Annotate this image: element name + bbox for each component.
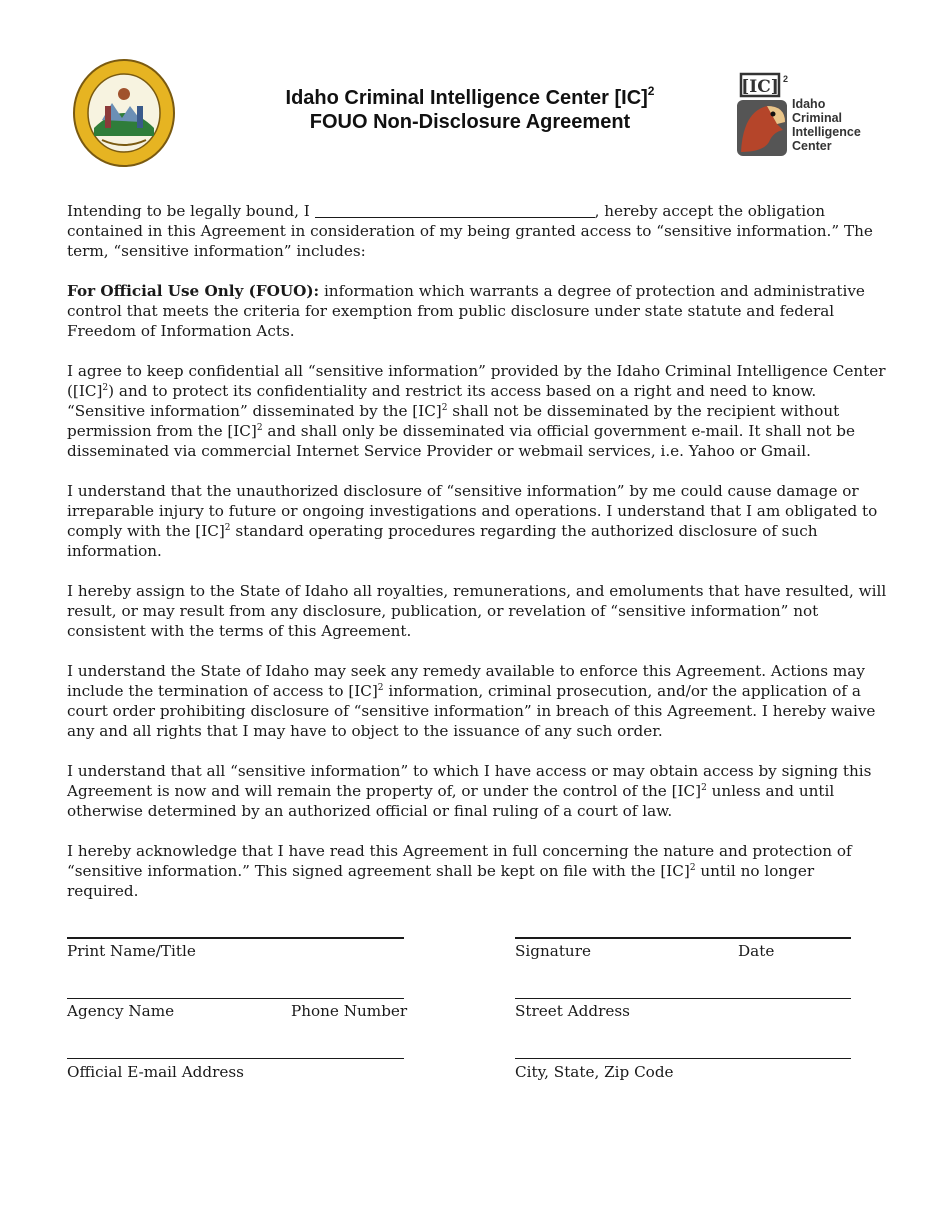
print-name-title-label: Print Name/Title [67, 942, 196, 960]
street-address-field[interactable] [515, 998, 851, 999]
paragraph-property: I understand that all “sensitive information” to which I have access or may obtain access by signing this Agreement is now and will remain the property of, or under the control of the [IC]$^2$ unless and until otherwise determined by an authorized official or final ruling of a court of law. [67, 762, 872, 820]
city-state-zip-label: City, State, Zip Code [515, 1063, 674, 1081]
fouo-term: For Official Use Only (FOUO): [67, 282, 320, 300]
paragraph-acknowledgement: I hereby acknowledge that I have read this Agreement in full concerning the nature and protection of “sensitive information.” This signed agreement shall be kept on file with the [IC]$^2$ until no longer required. [67, 842, 852, 900]
title-line-2: FOUO Non-Disclosure Agreement [309, 111, 631, 133]
official-email-field[interactable] [67, 1058, 404, 1059]
logo-word: Idaho [792, 97, 826, 111]
agreement-body [67, 201, 887, 921]
paragraph-intro: Intending to be legally bound, I , hereby accept the obligation contained in this Agreement in consideration of my being granted access to “sensitive information.” The term, “sensitive information” includes: [67, 202, 873, 260]
paragraph-unauthorized-disclosure: I understand that the unauthorized disclosure of “sensitive information” by me could cause damage or irreparable injury to future or ongoing investigations and operations. I understand that I am obligated to comply with the [IC]$^2$ standard operating procedures regarding the authorized disclosure of such information. [67, 482, 878, 560]
logo-bracket-text: [IC] [741, 77, 779, 97]
street-address-label: Street Address [515, 1002, 630, 1020]
official-email-label: Official E-mail Address [67, 1063, 244, 1081]
city-state-zip-field[interactable] [515, 1058, 851, 1059]
logo-word: Intelligence [792, 125, 861, 139]
logo-sup-text: 2 [783, 74, 789, 84]
print-name-title-field[interactable] [67, 937, 404, 939]
document-title [200, 86, 740, 134]
title-line-1: Idaho Criminal Intelligence Center [IC]$^2$ [285, 84, 655, 109]
ic2-logo-text [792, 97, 861, 153]
agency-name-label: Agency Name [67, 1002, 175, 1020]
phone-number-label: Phone Number [291, 1002, 408, 1020]
date-label: Date [738, 942, 775, 960]
paragraph-confidentiality: I agree to keep confidential all “sensitive information” provided by the Idaho Criminal Intelligence Center ([IC]$^2$) and to protect its confidentiality and restrict its access based on a right and need to know. “Sensitive information” disseminated by the [IC]$^2$ shall not be disseminated by the recipient without permission from the [IC]$^2$ and shall only be disseminated via official government e-mail. It shall not be disseminated via commercial Internet Service Provider or webmail services, i.e. Yahoo or Gmail. [67, 362, 886, 460]
paragraph-remedy: I understand the State of Idaho may seek any remedy available to enforce this Agreement. Actions may include the termination of access to [IC]$^2$ information, criminal prosecution, and/or the application of a court order prohibiting disclosure of “sensitive information” in breach of this Agreement. I hereby waive any and all rights that I may have to object to the issuance of any such order. [67, 662, 876, 740]
logo-word: Center [792, 139, 832, 153]
signature-label: Signature [515, 942, 591, 960]
paragraph-fouo-definition: For Official Use Only (FOUO): information which warrants a degree of protection and administrative control that meets the criteria for exemption from public disclosure under state statute and federal Freedom of Information Acts. [67, 282, 865, 340]
logo-word: Criminal [792, 111, 843, 125]
name-blank-field[interactable] [315, 203, 595, 218]
paragraph-royalties: I hereby assign to the State of Idaho all royalties, remunerations, and emoluments that have resulted, will result, or may result from any disclosure, publication, or revelation of “sensitive information” not consistent with the terms of this Agreement. [67, 582, 887, 640]
agency-phone-field[interactable] [67, 998, 404, 999]
signature-date-field[interactable] [515, 937, 851, 939]
idaho-state-seal [72, 58, 176, 168]
